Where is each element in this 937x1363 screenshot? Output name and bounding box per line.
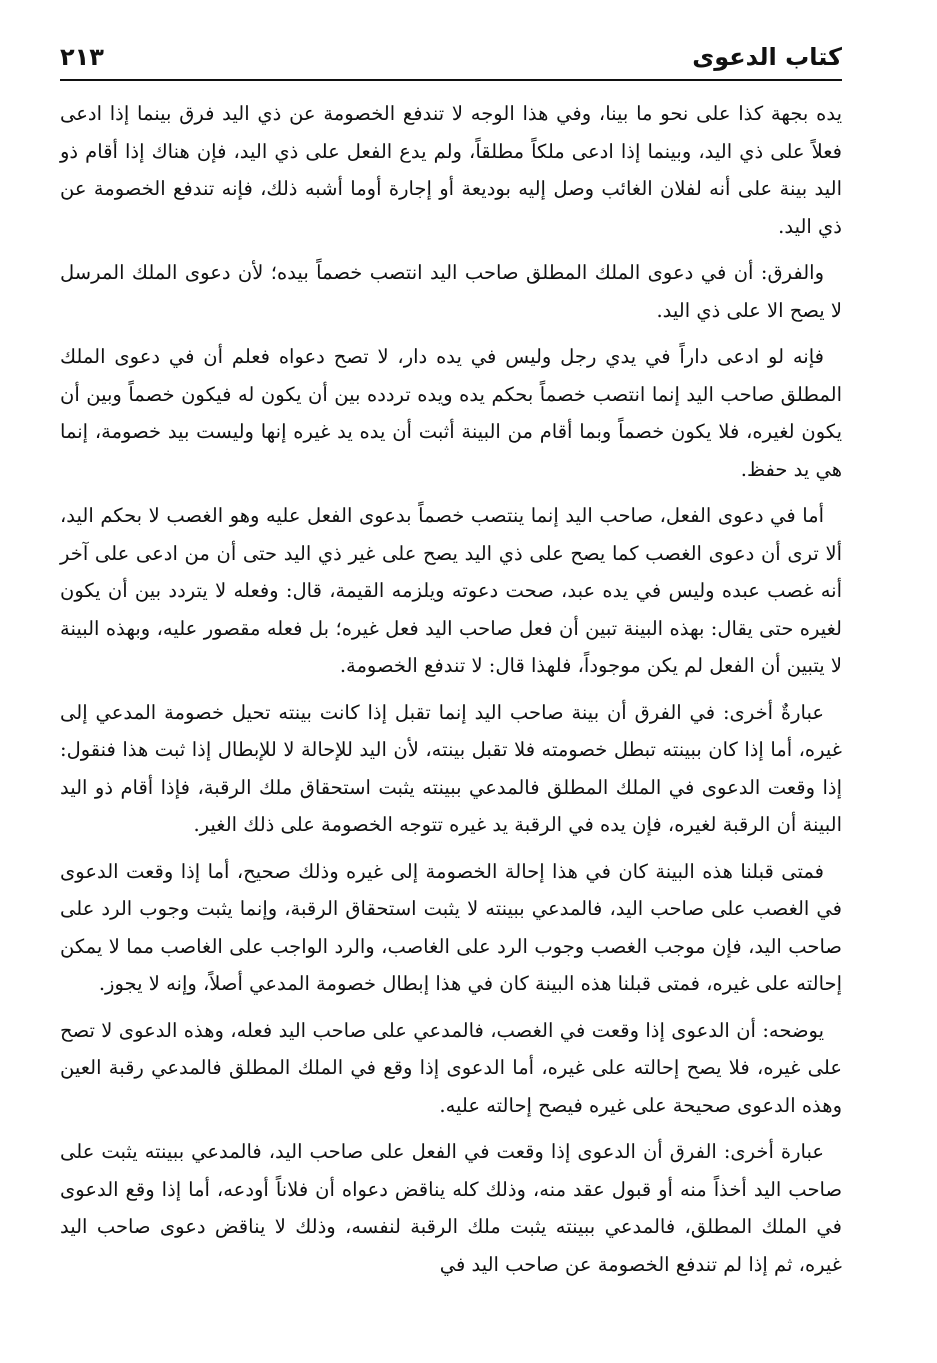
paragraph: أما في دعوى الفعل، صاحب اليد إنما ينتصب خصماً بدعوى الفعل عليه وهو الغصب لا بحكم اليد، ألا ترى أن دعوى الغصب كما يصح على ذي اليد يصح على غير ذي اليد حتى أن من ادعى على آخر أنه غصب عبده وليس في يده عبد، صحت دعوته ويلزمه القيمة، قال: وفعله لا يتردد بين أن يكون لغيره حتى يقال: بهذه البينة تبين أن فعل صاحب اليد فعل غيره؛ بل فعله مقصور عليه، وبهذه البينة لا يتبين أن الفعل لم يكن موجوداً، فلهذا قال: لا تندفع الخصومة.	[60, 504, 843, 677]
paragraph: عبارةٌ أخرى: في الفرق أن بينة صاحب اليد إنما تقبل إذا كانت بينته تحيل خصومة المدعي إلى غيره، أما إذا كان ببينته تبطل خصومته فلا تقبل بينته، لأن اليد للإحالة لا للإبطال إذا ثبت هذا فنقول: إذا وقعت الدعوى في الملك المطلق فالمدعي ببينته يثبت استحقاق ملك الرقبة، فإذا أقام ذو اليد البينة أن الرقبة لغيره، فإن يده في الرقبة يد غيره تتوجه الخصومة على ذلك الغير.	[60, 700, 842, 836]
paragraph: والفرق: أن في دعوى الملك المطلق صاحب اليد انتصب خصماً بيده؛ لأن دعوى الملك المرسل لا يصح الا على ذي اليد.	[60, 261, 842, 322]
page-number: ٢١٣	[60, 43, 104, 71]
page-header	[60, 38, 842, 82]
paragraph: فمتى قبلنا هذه البينة كان في هذا إحالة الخصومة إلى غيره وذلك صحيح، أما إذا وقعت الدعوى في الغصب على صاحب اليد، فالمدعي ببينته لا يثبت استحقاق الرقبة، وإنما يثبت وجوب الرد على صاحب اليد، فإن موجب الغصب وجوب الرد على الغاصب، والرد الواجب على الغاصب مما لا يمكن إحالته على غيره، فمتى قبلنا هذه البينة كان في هذا إبطال خصومة المدعي أصلاً، وإنه لا يجوز.	[60, 859, 842, 995]
paragraph: فإنه لو ادعى داراً في يدي رجل وليس في يده دار، لا تصح دعواه فعلم أن في دعوى الملك المطلق صاحب اليد إنما انتصب خصماً بحكم يده ويده تردده بين أن يكون له فيكون خصماً وبين أن يكون لغيره، فلا يكون خصماً وبما أقام من البينة أثبت أن يده يد غيره إنها وليست بيد خصومة، إنما هي يد حفظ.	[60, 345, 842, 481]
body-text	[60, 95, 842, 1292]
paragraph: يوضحه: أن الدعوى إذا وقعت في الغصب، فالمدعي على صاحب اليد فعله، وهذه الدعوى لا تصح على غيره، فلا يصح إحالته على غيره، أما الدعوى إذا وقع في الملك المطلق فالمدعي رقبة العين وهذه الدعوى صحيحة على غيره فيصح إحالته عليه.	[60, 1018, 842, 1117]
paragraph: عبارة أخرى: الفرق أن الدعوى إذا وقعت في الفعل على صاحب اليد، فالمدعي ببينته يثبت على صاحب اليد أخذاً منه أو قبول عقد منه، وذلك كله يناقض دعواه أن فلاناً أودعه، أما إذا وقع الدعوى في الملك المطلق، فالمدعي ببينته يثبت ملك الرقبة لنفسه، وذلك لا يناقض دعوى صاحب اليد غيره، ثم إذا لم تندفع الخصومة عن صاحب اليد في	[60, 1140, 842, 1276]
header-divider	[60, 79, 842, 81]
paragraph: يده بجهة كذا على نحو ما بينا، وفي هذا الوجه لا تندفع الخصومة عن ذي اليد فرق بينما إذا ادعى فعلاً على ذي اليد، وبينما إذا ادعى ملكاً مطلقاً، ولم يدع الفعل على ذي اليد، فإن هناك إذا أقام ذو اليد بينة على أنه لفلان الغائب وصل إليه بوديعة أو إجارة أوما أشبه ذلك، فإنه تندفع الخصومة عن ذي اليد.	[60, 102, 842, 238]
running-title: كتاب الدعوى	[692, 43, 842, 71]
